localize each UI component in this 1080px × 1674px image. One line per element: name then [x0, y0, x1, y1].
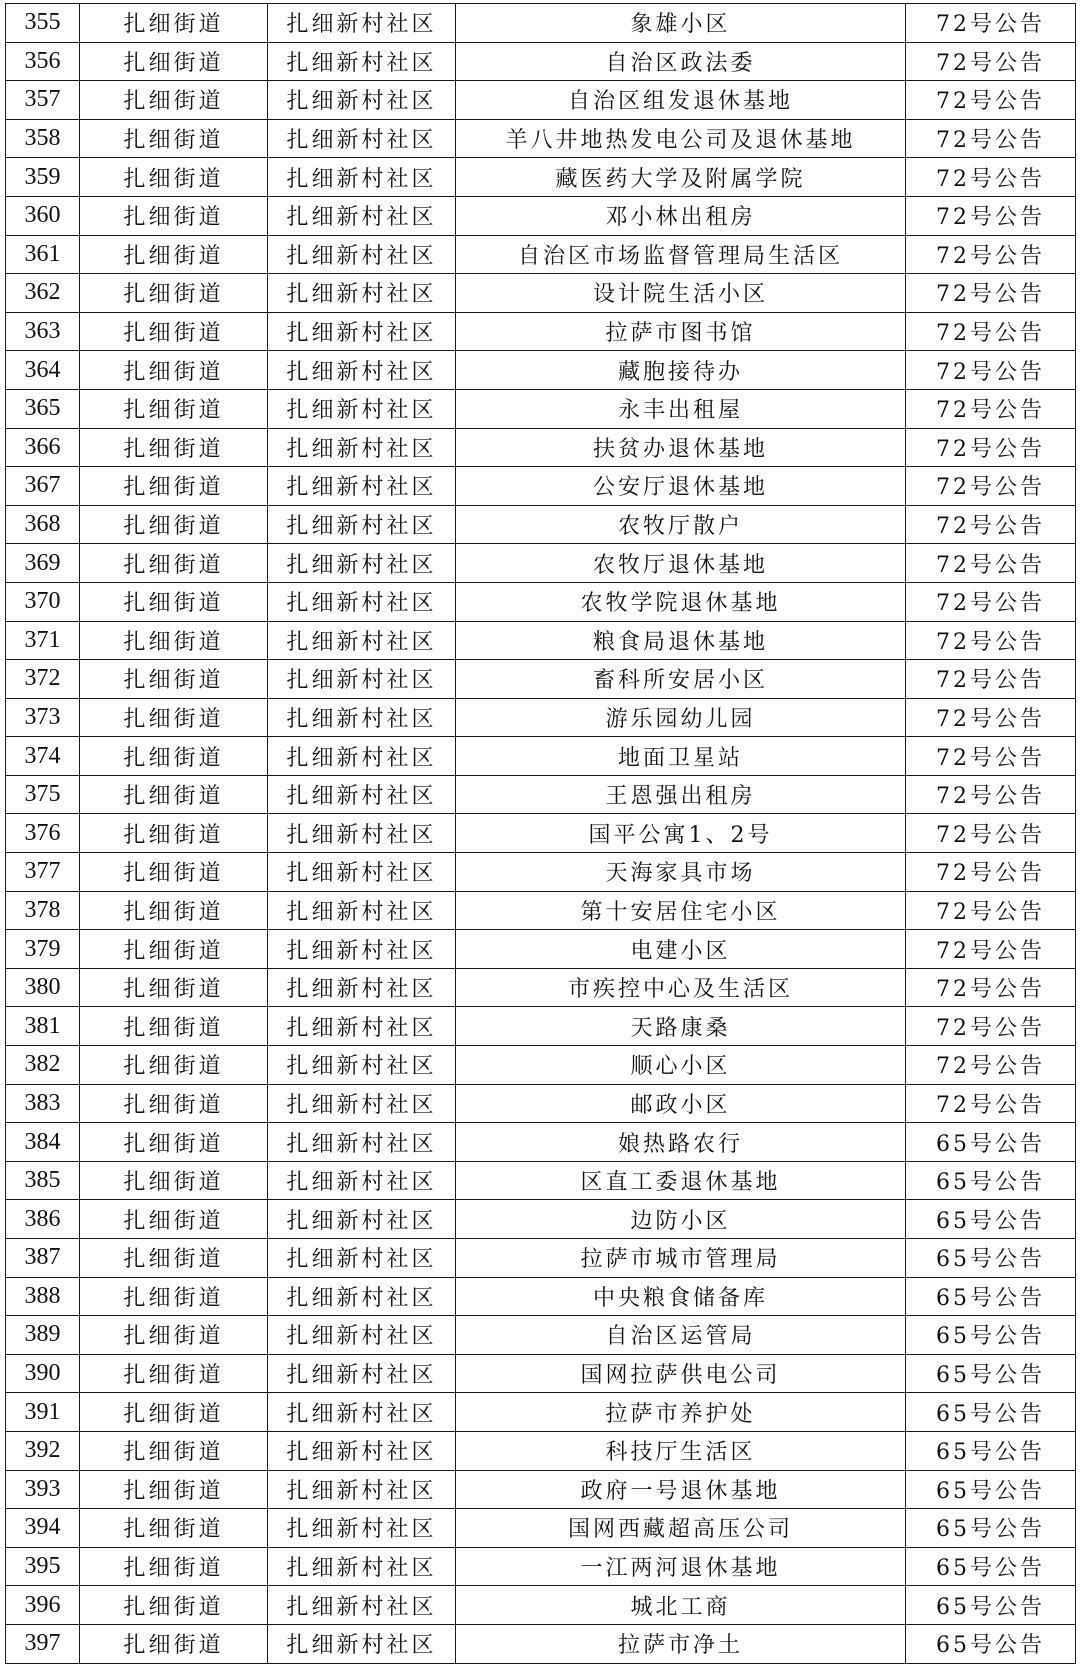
street-cell: 扎细街道	[80, 891, 268, 930]
street-cell: 扎细街道	[80, 1509, 268, 1548]
community-cell: 扎细新村社区	[268, 389, 456, 428]
row-number-cell: 391	[6, 1393, 80, 1432]
notice-number-cell: 72号公告	[906, 42, 1076, 81]
notice-number-cell: 65号公告	[906, 1547, 1076, 1586]
place-name-cell: 地面卫星站	[456, 737, 906, 776]
row-number-cell: 378	[6, 891, 80, 930]
community-cell: 扎细新村社区	[268, 1431, 456, 1470]
row-number-cell: 365	[6, 389, 80, 428]
row-number-cell: 395	[6, 1547, 80, 1586]
table-row	[6, 1277, 1076, 1316]
document-page	[5, 3, 1075, 1664]
notice-number-cell: 72号公告	[906, 737, 1076, 776]
table-row	[6, 775, 1076, 814]
row-number-cell: 360	[6, 196, 80, 235]
place-name-cell: 拉萨市城市管理局	[456, 1239, 906, 1278]
place-name-cell: 畜科所安居小区	[456, 660, 906, 699]
community-cell: 扎细新村社区	[268, 1277, 456, 1316]
place-name-cell: 边防小区	[456, 1200, 906, 1239]
street-cell: 扎细街道	[80, 4, 268, 43]
community-cell: 扎细新村社区	[268, 660, 456, 699]
row-number-cell: 384	[6, 1123, 80, 1162]
row-number-cell: 387	[6, 1239, 80, 1278]
street-cell: 扎细街道	[80, 698, 268, 737]
street-cell: 扎细街道	[80, 1123, 268, 1162]
place-name-cell: 第十安居住宅小区	[456, 891, 906, 930]
notice-number-cell: 72号公告	[906, 621, 1076, 660]
notice-number-cell: 72号公告	[906, 698, 1076, 737]
street-cell: 扎细街道	[80, 1316, 268, 1355]
table-row	[6, 1007, 1076, 1046]
place-name-cell: 藏医药大学及附属学院	[456, 158, 906, 197]
notice-number-cell: 65号公告	[906, 1316, 1076, 1355]
community-cell: 扎细新村社区	[268, 428, 456, 467]
table-row	[6, 81, 1076, 120]
place-name-cell: 粮食局退休基地	[456, 621, 906, 660]
place-name-cell: 中央粮食储备库	[456, 1277, 906, 1316]
table-row	[6, 814, 1076, 853]
place-name-cell: 科技厅生活区	[456, 1431, 906, 1470]
row-number-cell: 397	[6, 1624, 80, 1663]
row-number-cell: 385	[6, 1161, 80, 1200]
table-row	[6, 1586, 1076, 1625]
place-name-cell: 永丰出租屋	[456, 389, 906, 428]
table-row	[6, 1431, 1076, 1470]
table-row	[6, 4, 1076, 43]
table-row	[6, 389, 1076, 428]
community-cell: 扎细新村社区	[268, 1200, 456, 1239]
notice-number-cell: 65号公告	[906, 1354, 1076, 1393]
community-cell: 扎细新村社区	[268, 505, 456, 544]
place-name-cell: 城北工商	[456, 1586, 906, 1625]
table-row	[6, 621, 1076, 660]
row-number-cell: 383	[6, 1084, 80, 1123]
place-name-cell: 游乐园幼儿园	[456, 698, 906, 737]
street-cell: 扎细街道	[80, 196, 268, 235]
street-cell: 扎细街道	[80, 1624, 268, 1663]
street-cell: 扎细街道	[80, 1200, 268, 1239]
street-cell: 扎细街道	[80, 158, 268, 197]
street-cell: 扎细街道	[80, 505, 268, 544]
row-number-cell: 357	[6, 81, 80, 120]
place-name-cell: 拉萨市养护处	[456, 1393, 906, 1432]
street-cell: 扎细街道	[80, 389, 268, 428]
residential-area-table	[5, 3, 1076, 1664]
street-cell: 扎细街道	[80, 582, 268, 621]
street-cell: 扎细街道	[80, 853, 268, 892]
table-row	[6, 428, 1076, 467]
table-row	[6, 351, 1076, 390]
street-cell: 扎细街道	[80, 1547, 268, 1586]
notice-number-cell: 65号公告	[906, 1123, 1076, 1162]
table-row	[6, 1084, 1076, 1123]
row-number-cell: 368	[6, 505, 80, 544]
notice-number-cell: 65号公告	[906, 1393, 1076, 1432]
community-cell: 扎细新村社区	[268, 1393, 456, 1432]
street-cell: 扎细街道	[80, 1046, 268, 1085]
table-row	[6, 42, 1076, 81]
community-cell: 扎细新村社区	[268, 582, 456, 621]
place-name-cell: 象雄小区	[456, 4, 906, 43]
place-name-cell: 王恩强出租房	[456, 775, 906, 814]
community-cell: 扎细新村社区	[268, 158, 456, 197]
place-name-cell: 农牧厅散户	[456, 505, 906, 544]
notice-number-cell: 72号公告	[906, 235, 1076, 274]
row-number-cell: 375	[6, 775, 80, 814]
community-cell: 扎细新村社区	[268, 1547, 456, 1586]
community-cell: 扎细新村社区	[268, 1354, 456, 1393]
row-number-cell: 389	[6, 1316, 80, 1355]
community-cell: 扎细新村社区	[268, 737, 456, 776]
row-number-cell: 371	[6, 621, 80, 660]
community-cell: 扎细新村社区	[268, 235, 456, 274]
table-row	[6, 235, 1076, 274]
notice-number-cell: 72号公告	[906, 274, 1076, 313]
table-row	[6, 1239, 1076, 1278]
notice-number-cell: 72号公告	[906, 891, 1076, 930]
notice-number-cell: 65号公告	[906, 1161, 1076, 1200]
place-name-cell: 藏胞接待办	[456, 351, 906, 390]
row-number-cell: 373	[6, 698, 80, 737]
street-cell: 扎细街道	[80, 1007, 268, 1046]
notice-number-cell: 65号公告	[906, 1509, 1076, 1548]
place-name-cell: 市疾控中心及生活区	[456, 968, 906, 1007]
table-row	[6, 1316, 1076, 1355]
community-cell: 扎细新村社区	[268, 196, 456, 235]
street-cell: 扎细街道	[80, 235, 268, 274]
notice-number-cell: 72号公告	[906, 81, 1076, 120]
table-row	[6, 582, 1076, 621]
row-number-cell: 382	[6, 1046, 80, 1085]
table-row	[6, 1354, 1076, 1393]
notice-number-cell: 72号公告	[906, 660, 1076, 699]
notice-number-cell: 72号公告	[906, 544, 1076, 583]
row-number-cell: 390	[6, 1354, 80, 1393]
street-cell: 扎细街道	[80, 621, 268, 660]
street-cell: 扎细街道	[80, 119, 268, 158]
table-row	[6, 1161, 1076, 1200]
community-cell: 扎细新村社区	[268, 1084, 456, 1123]
place-name-cell: 设计院生活小区	[456, 274, 906, 313]
community-cell: 扎细新村社区	[268, 4, 456, 43]
notice-number-cell: 72号公告	[906, 853, 1076, 892]
street-cell: 扎细街道	[80, 930, 268, 969]
row-number-cell: 369	[6, 544, 80, 583]
row-number-cell: 381	[6, 1007, 80, 1046]
row-number-cell: 364	[6, 351, 80, 390]
street-cell: 扎细街道	[80, 968, 268, 1007]
community-cell: 扎细新村社区	[268, 42, 456, 81]
community-cell: 扎细新村社区	[268, 312, 456, 351]
community-cell: 扎细新村社区	[268, 1046, 456, 1085]
row-number-cell: 393	[6, 1470, 80, 1509]
table-row	[6, 467, 1076, 506]
street-cell: 扎细街道	[80, 1431, 268, 1470]
notice-number-cell: 72号公告	[906, 119, 1076, 158]
notice-number-cell: 65号公告	[906, 1624, 1076, 1663]
community-cell: 扎细新村社区	[268, 1123, 456, 1162]
table-body	[6, 4, 1076, 1664]
row-number-cell: 394	[6, 1509, 80, 1548]
street-cell: 扎细街道	[80, 1161, 268, 1200]
community-cell: 扎细新村社区	[268, 1624, 456, 1663]
table-row	[6, 196, 1076, 235]
table-row	[6, 1123, 1076, 1162]
place-name-cell: 农牧厅退休基地	[456, 544, 906, 583]
community-cell: 扎细新村社区	[268, 698, 456, 737]
community-cell: 扎细新村社区	[268, 1586, 456, 1625]
community-cell: 扎细新村社区	[268, 621, 456, 660]
community-cell: 扎细新村社区	[268, 1239, 456, 1278]
place-name-cell: 顺心小区	[456, 1046, 906, 1085]
row-number-cell: 370	[6, 582, 80, 621]
notice-number-cell: 72号公告	[906, 1046, 1076, 1085]
table-row	[6, 1393, 1076, 1432]
place-name-cell: 自治区市场监督管理局生活区	[456, 235, 906, 274]
notice-number-cell: 72号公告	[906, 814, 1076, 853]
place-name-cell: 电建小区	[456, 930, 906, 969]
table-row	[6, 968, 1076, 1007]
street-cell: 扎细街道	[80, 814, 268, 853]
table-row	[6, 1046, 1076, 1085]
table-row	[6, 158, 1076, 197]
table-row	[6, 660, 1076, 699]
table-row	[6, 853, 1076, 892]
street-cell: 扎细街道	[80, 1393, 268, 1432]
notice-number-cell: 65号公告	[906, 1586, 1076, 1625]
table-row	[6, 1200, 1076, 1239]
row-number-cell: 366	[6, 428, 80, 467]
street-cell: 扎细街道	[80, 81, 268, 120]
row-number-cell: 359	[6, 158, 80, 197]
table-row	[6, 698, 1076, 737]
street-cell: 扎细街道	[80, 312, 268, 351]
place-name-cell: 天海家具市场	[456, 853, 906, 892]
notice-number-cell: 72号公告	[906, 1084, 1076, 1123]
row-number-cell: 379	[6, 930, 80, 969]
community-cell: 扎细新村社区	[268, 968, 456, 1007]
street-cell: 扎细街道	[80, 1277, 268, 1316]
notice-number-cell: 65号公告	[906, 1431, 1076, 1470]
table-row	[6, 312, 1076, 351]
community-cell: 扎细新村社区	[268, 274, 456, 313]
row-number-cell: 356	[6, 42, 80, 81]
street-cell: 扎细街道	[80, 428, 268, 467]
street-cell: 扎细街道	[80, 1354, 268, 1393]
community-cell: 扎细新村社区	[268, 1509, 456, 1548]
place-name-cell: 政府一号退休基地	[456, 1470, 906, 1509]
community-cell: 扎细新村社区	[268, 351, 456, 390]
notice-number-cell: 72号公告	[906, 4, 1076, 43]
notice-number-cell: 65号公告	[906, 1277, 1076, 1316]
notice-number-cell: 72号公告	[906, 930, 1076, 969]
row-number-cell: 376	[6, 814, 80, 853]
place-name-cell: 一江两河退休基地	[456, 1547, 906, 1586]
place-name-cell: 自治区运管局	[456, 1316, 906, 1355]
street-cell: 扎细街道	[80, 544, 268, 583]
community-cell: 扎细新村社区	[268, 891, 456, 930]
street-cell: 扎细街道	[80, 274, 268, 313]
table-row	[6, 930, 1076, 969]
row-number-cell: 361	[6, 235, 80, 274]
row-number-cell: 363	[6, 312, 80, 351]
row-number-cell: 374	[6, 737, 80, 776]
community-cell: 扎细新村社区	[268, 814, 456, 853]
place-name-cell: 拉萨市图书馆	[456, 312, 906, 351]
place-name-cell: 自治区政法委	[456, 42, 906, 81]
community-cell: 扎细新村社区	[268, 1316, 456, 1355]
place-name-cell: 公安厅退休基地	[456, 467, 906, 506]
street-cell: 扎细街道	[80, 1084, 268, 1123]
place-name-cell: 区直工委退休基地	[456, 1161, 906, 1200]
street-cell: 扎细街道	[80, 351, 268, 390]
row-number-cell: 386	[6, 1200, 80, 1239]
row-number-cell: 355	[6, 4, 80, 43]
community-cell: 扎细新村社区	[268, 1007, 456, 1046]
notice-number-cell: 65号公告	[906, 1239, 1076, 1278]
place-name-cell: 农牧学院退休基地	[456, 582, 906, 621]
place-name-cell: 国平公寓1、2号	[456, 814, 906, 853]
community-cell: 扎细新村社区	[268, 1470, 456, 1509]
place-name-cell: 娘热路农行	[456, 1123, 906, 1162]
notice-number-cell: 72号公告	[906, 582, 1076, 621]
row-number-cell: 392	[6, 1431, 80, 1470]
table-row	[6, 505, 1076, 544]
row-number-cell: 362	[6, 274, 80, 313]
street-cell: 扎细街道	[80, 1586, 268, 1625]
table-row	[6, 544, 1076, 583]
table-row	[6, 1547, 1076, 1586]
place-name-cell: 扶贫办退休基地	[456, 428, 906, 467]
row-number-cell: 377	[6, 853, 80, 892]
street-cell: 扎细街道	[80, 1470, 268, 1509]
place-name-cell: 羊八井地热发电公司及退休基地	[456, 119, 906, 158]
community-cell: 扎细新村社区	[268, 853, 456, 892]
community-cell: 扎细新村社区	[268, 930, 456, 969]
row-number-cell: 388	[6, 1277, 80, 1316]
community-cell: 扎细新村社区	[268, 544, 456, 583]
community-cell: 扎细新村社区	[268, 119, 456, 158]
community-cell: 扎细新村社区	[268, 467, 456, 506]
notice-number-cell: 65号公告	[906, 1200, 1076, 1239]
street-cell: 扎细街道	[80, 660, 268, 699]
notice-number-cell: 72号公告	[906, 196, 1076, 235]
table-row	[6, 737, 1076, 776]
notice-number-cell: 72号公告	[906, 428, 1076, 467]
street-cell: 扎细街道	[80, 775, 268, 814]
street-cell: 扎细街道	[80, 1239, 268, 1278]
row-number-cell: 380	[6, 968, 80, 1007]
street-cell: 扎细街道	[80, 42, 268, 81]
table-row	[6, 1509, 1076, 1548]
table-row	[6, 119, 1076, 158]
notice-number-cell: 72号公告	[906, 158, 1076, 197]
place-name-cell: 邮政小区	[456, 1084, 906, 1123]
notice-number-cell: 72号公告	[906, 505, 1076, 544]
table-row	[6, 1470, 1076, 1509]
row-number-cell: 372	[6, 660, 80, 699]
notice-number-cell: 72号公告	[906, 351, 1076, 390]
community-cell: 扎细新村社区	[268, 1161, 456, 1200]
row-number-cell: 396	[6, 1586, 80, 1625]
place-name-cell: 天路康桑	[456, 1007, 906, 1046]
place-name-cell: 国网拉萨供电公司	[456, 1354, 906, 1393]
table-row	[6, 1624, 1076, 1663]
notice-number-cell: 72号公告	[906, 968, 1076, 1007]
place-name-cell: 国网西藏超高压公司	[456, 1509, 906, 1548]
table-row	[6, 891, 1076, 930]
community-cell: 扎细新村社区	[268, 775, 456, 814]
notice-number-cell: 72号公告	[906, 775, 1076, 814]
notice-number-cell: 65号公告	[906, 1470, 1076, 1509]
place-name-cell: 拉萨市净土	[456, 1624, 906, 1663]
place-name-cell: 自治区组发退休基地	[456, 81, 906, 120]
notice-number-cell: 72号公告	[906, 467, 1076, 506]
notice-number-cell: 72号公告	[906, 389, 1076, 428]
table-row	[6, 274, 1076, 313]
row-number-cell: 367	[6, 467, 80, 506]
row-number-cell: 358	[6, 119, 80, 158]
notice-number-cell: 72号公告	[906, 312, 1076, 351]
notice-number-cell: 72号公告	[906, 1007, 1076, 1046]
place-name-cell: 邓小林出租房	[456, 196, 906, 235]
street-cell: 扎细街道	[80, 467, 268, 506]
community-cell: 扎细新村社区	[268, 81, 456, 120]
street-cell: 扎细街道	[80, 737, 268, 776]
